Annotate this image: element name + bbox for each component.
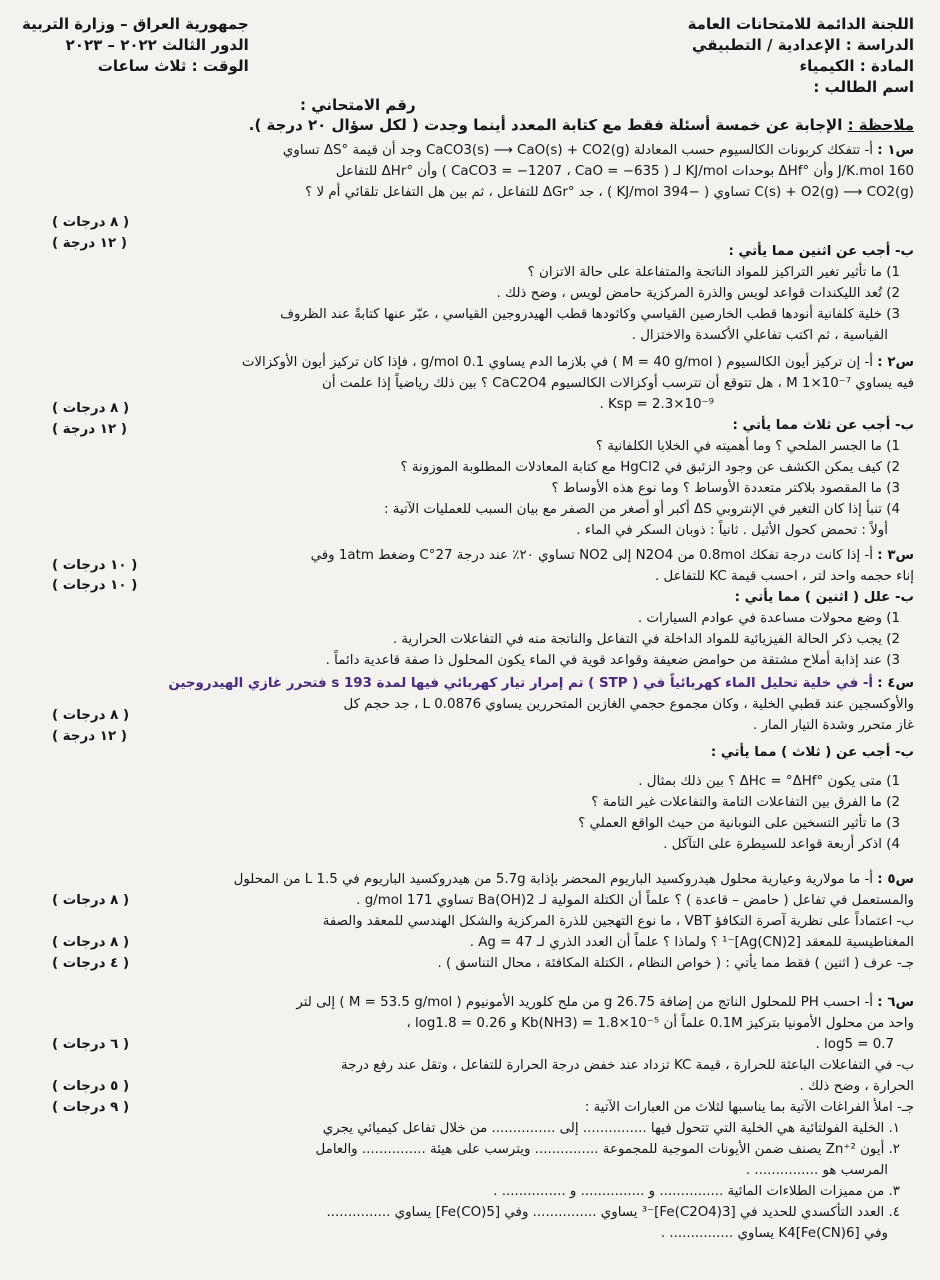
question-number: س٢ : <box>877 355 914 370</box>
list-item: ٤. العدد التأكسدي للحديد في [Fe(C2O4)3]⁻³ يساوي ............... وفي [Fe(CO)5] يساوي ............... <box>326 1205 900 1220</box>
question-line: ب- اعتماداً على نظرية آصرة التكافؤ VBT ، ما نوع التهجين للذرة المركزية والشكل الهندسي للمعقد والصفة <box>322 914 914 929</box>
ministry: جمهورية العراق – وزارة التربية <box>22 15 249 33</box>
list-item: 2) ما الفرق بين التفاعلات التامة والتفاعلات غير التامة ؟ <box>591 795 900 810</box>
list-item: 2) تُعد الليكندات قواعد لويس والذرة المركزية حامض لويس ، وضح ذلك . <box>496 286 900 301</box>
list-item: المرسب هو ............... . <box>745 1163 888 1178</box>
question-line: الحرارة ، وضح ذلك . <box>799 1079 914 1094</box>
question-number: س٥ : <box>877 872 914 887</box>
question-line: أ- تتفكك كربونات الكالسيوم حسب المعادلة CaCO3(s) ⟶ CaO(s) + CO2(g) وجد أن قيمة °ΔS تساوي <box>282 143 874 158</box>
question-2 <box>22 352 914 541</box>
committee-name: اللجنة الدائمة للامتحانات العامة <box>687 15 914 33</box>
part-heading: ب- أجب عن ثلاث مما يأتي : <box>732 418 914 433</box>
question-line: Ksp = 2.3×10⁻⁹ . <box>599 397 714 412</box>
list-item: القياسية ، ثم اكتب تفاعلي الأكسدة والاختزال . <box>631 328 888 343</box>
grade-label: ( ٨ درجات ) <box>52 401 130 416</box>
question-line: أ- احسب PH للمحلول الناتج من إضافة 26.75 g من ملح كلوريد الأمونيوم ( M = 53.5 g/mol ) إلى لتر <box>296 995 874 1010</box>
list-item: 1) وضع محولات مساعدة في عوادم السيارات . <box>637 611 900 626</box>
question-line: إناء حجمه واحد لتر ، احسب قيمة KC للتفاعل . <box>655 569 914 584</box>
grade-label: ( ٩ درجات ) <box>52 1100 130 1115</box>
exam-time: الوقت : ثلاث ساعات <box>97 57 249 75</box>
part-heading: ب- أجب عن ( ثلاث ) مما يأتي : <box>710 745 914 760</box>
question-line: أ- ما مولارية وعيارية محلول هيدروكسيد الباريوم المحضر بإذابة 5.7g من هيدروكسيد الباريوم في 1.5 L من المحلول <box>233 872 874 887</box>
grade-label: ( ٨ درجات ) <box>52 935 130 950</box>
question-4 <box>22 673 914 855</box>
question-6 <box>22 992 914 1244</box>
question-line: أ- إن تركيز أيون الكالسيوم ( M = 40 g/mol ) في بلازما الدم يساوي 0.1 g/mol ، فإذا كان تركيز أيون الأوكزالات <box>241 355 874 370</box>
header-left <box>22 14 249 77</box>
list-item: 1) ما الجسر الملحي ؟ وما أهميته في الخلايا الكلفانية ؟ <box>595 439 900 454</box>
header-right <box>688 14 914 98</box>
question-number: س٣ : <box>877 548 914 563</box>
list-item: 4) اذكر أربعة قواعد للسيطرة على التآكل . <box>663 837 900 852</box>
list-item: 2) كيف يمكن الكشف عن وجود الزئبق في HgCl2 مع كتابة المعادلات المطلوبة الموزونة ؟ <box>400 460 900 475</box>
part-heading: ب- أجب عن اثنين مما يأتي : <box>728 244 914 259</box>
subject: المادة : الكيمياء <box>799 57 914 75</box>
grade-label: ( ٨ درجات ) <box>52 215 130 230</box>
grade-label: ( ٦ درجات ) <box>52 1037 130 1052</box>
note-text: الإجابة عن خمسة أسئلة فقط مع كتابة المعدد أينما وجدت ( لكل سؤال ٢٠ درجة ). <box>248 116 843 134</box>
question-line: جـ- املأ الفراغات الآتية بما يناسبها لثلاث من العبارات الآتية : <box>584 1100 914 1115</box>
question-5 <box>22 869 914 974</box>
grade-label: ( ٤ درجات ) <box>52 956 130 971</box>
question-line: والأوكسجين عند قطبي الخلية ، وكان مجموع حجمي الغازين المتحررين يساوي 0.0876 L ، جد حجم كل <box>343 697 914 712</box>
list-item: 3) خلية كلفانية أنودها قطب الخارصين القياسي وكاثودها قطب الهيدروجين القياسي ، عبّر عنها كتابةً عند الظروف <box>280 307 900 322</box>
note-label: ملاحظة : <box>847 116 914 134</box>
list-item: وفي K4[Fe(CN)6] يساوي ............... . <box>660 1226 888 1241</box>
question-line: والمستعمل في تفاعل ( حامض – قاعدة ) ؟ علماً أن الكتلة المولية لـ Ba(OH)2 تساوي 171 g/mol . <box>356 893 914 908</box>
exam-round: الدور الثالث ٢٠٢٢ – ٢٠٢٣ <box>65 36 249 54</box>
exam-header <box>22 14 914 98</box>
study-branch: الدراسة : الإعدادية / التطبيقي <box>692 36 914 54</box>
list-item: ٢. أيون Zn⁺² يصنف ضمن الأيونات الموجبة للمجموعة ............... ويترسب على هيئة ............... والعامل <box>315 1142 900 1157</box>
grade-label: ( ٥ درجات ) <box>52 1079 130 1094</box>
question-line: واحد من محلول الأمونيا بتركيز 0.1M علماً أن Kb(NH3) = 1.8×10⁻⁵ و log1.8 = 0.26 ، <box>406 1016 914 1031</box>
part-heading: ب- علل ( اثنين ) مما يأتي : <box>734 590 914 605</box>
question-number: س٦ : <box>877 995 914 1010</box>
question-line: log5 = 0.7 . <box>815 1037 894 1052</box>
question-line: غاز متحرر وشدة التيار المار . <box>752 718 914 733</box>
list-item: 3) ما تأثير التسخين على النوبانية من حيث الواقع العملي ؟ <box>578 816 900 831</box>
question-line: 160 J/K.mol وأن °ΔHf بوحدات KJ/mol لـ ( CaCO3 = −1207 ، CaO = −635 ) وأن °ΔHr للتفاعل <box>335 164 914 179</box>
list-item: ١. الخلية الفولتائية هي الخلية التي تتحول فيها ............... إلى ............... من خلال تفاعل كيميائي يجري <box>322 1121 900 1136</box>
list-item: 3) ما المقصود بلاكتر متعددة الأوساط ؟ وما نوع هذه الأوساط ؟ <box>551 481 900 496</box>
list-item: 2) يجب ذكر الحالة الفيزيائية للمواد الداخلة في التفاعل والناتجة منه في التفاعلات الحرارية . <box>392 632 900 647</box>
grade-label: ( ١٢ درجة ) <box>52 729 127 744</box>
question-3 <box>22 545 914 671</box>
grade-label: ( ١٢ درجة ) <box>52 422 127 437</box>
grade-label: ( ١٠ درجات ) <box>52 558 138 573</box>
list-item: أولاً : تحمض كحول الأثيل . ثانياً : ذوبان السكر في الماء . <box>576 523 888 538</box>
list-item: 3) عند إذابة أملاح مشتقة من حوامض ضعيفة وقواعد قوية في الماء يكون المحلول ذا صفة قاعدية دائماً . <box>325 653 900 668</box>
question-number: س٤ : <box>877 676 914 691</box>
question-line: C(s) + O2(g) ⟶ CO2(g) تساوي ( −394 KJ/mol ) ، جد °ΔGr للتفاعل ، ثم بين هل التفاعل تلقائي أم لا ؟ <box>305 185 914 200</box>
list-item: 1) ما تأثير تغير التراكيز للمواد الناتجة والمتفاعلة على حالة الاتزان ؟ <box>527 265 900 280</box>
grade-label: ( ٨ درجات ) <box>52 708 130 723</box>
question-line: فيه يساوي M 1×10⁻⁷ ، هل تتوقع أن تترسب أوكزالات الكالسيوم CaC2O4 ؟ بين ذلك رياضياً إذا علمت أن <box>322 376 914 391</box>
question-line: جـ- عرف ( اثنين ) فقط مما يأتي : ( خواص النظام ، الكتلة المكافئة ، محال التناسق ) . <box>437 956 914 971</box>
question-line: ب- في التفاعلات الباعثة للحرارة ، قيمة KC تزداد عند خفض درجة الحرارة للتفاعل ، وتقل عند رفع درجة <box>341 1058 914 1073</box>
list-item: 4) تنبأ إذا كان التغير في الإنتروبي ΔS أكبر أو أصغر من الصفر مع بيان السبب للعمليات الآتية : <box>384 502 900 517</box>
grade-label: ( ١٠ درجات ) <box>52 578 138 593</box>
grade-label: ( ٨ درجات ) <box>52 893 130 908</box>
question-1 <box>22 140 914 346</box>
student-name-label: اسم الطالب : <box>813 78 914 96</box>
exam-note <box>22 116 914 134</box>
question-line: المغناطيسية للمعقد [Ag(CN)2]⁻¹ ؟ ولماذا ؟ علماً أن العدد الذري لـ Ag = 47 . <box>469 935 914 950</box>
question-line: أ- إذا كانت درجة تفكك 0.8mol من N2O4 إلى NO2 تساوي ٢٠٪ عند درجة 27°C وضغط 1atm وفي <box>310 548 874 563</box>
grade-label: ( ١٢ درجة ) <box>52 236 127 251</box>
question-number: س١ : <box>877 143 914 158</box>
list-item: 1) متى يكون °ΔHc = °ΔHf ؟ بين ذلك بمثال . <box>638 774 900 789</box>
exam-number-label: رقم الامتحاني : <box>300 96 416 114</box>
question-line: أ- في خلية تحليل الماء كهربائياً في ( STP ) تم إمرار تيار كهربائي فيها لمدة 193 s فتحرر غازي الهيدروجين <box>168 676 874 691</box>
list-item: ٣. من مميزات الطلاءات المائية ............... و ............... و ............... . <box>493 1184 900 1199</box>
